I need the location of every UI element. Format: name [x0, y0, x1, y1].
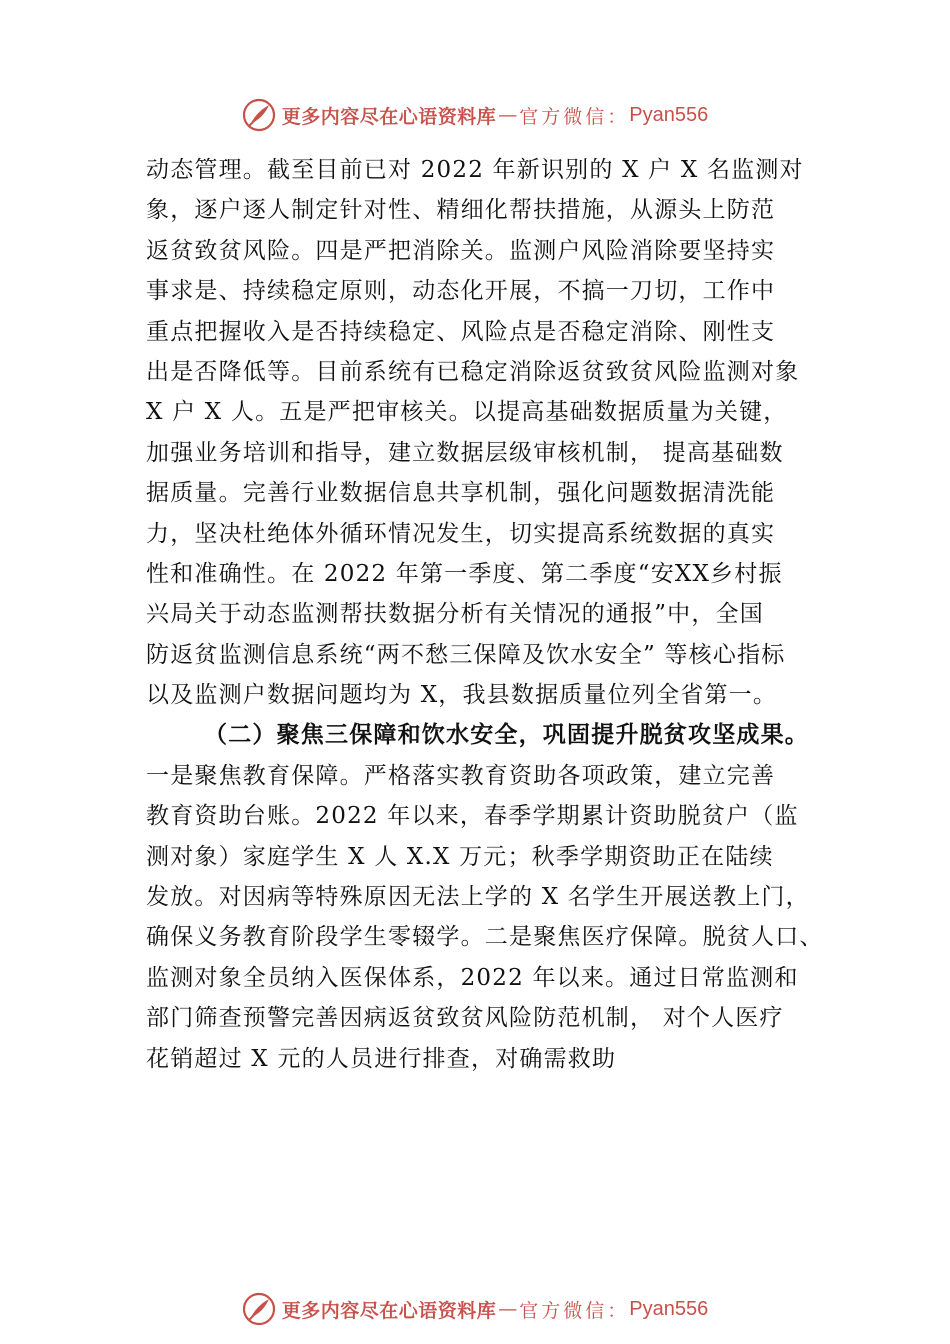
body-line: 发放。对因病等特殊原因无法上学的 X 名学生开展送教上门，: [146, 884, 810, 911]
watermark-prefix: 更多内容尽在心语资料库: [281, 105, 497, 128]
body-line: 重点把握收入是否持续稳定、风险点是否稳定消除、刚性支: [146, 318, 776, 345]
body-line: 性和准确性。在 2022 年第一季度、第二季度“安XX乡村振: [146, 560, 783, 587]
body-line: 防返贫监测信息系统“两不愁三保障及饮水安全” 等核心指标: [146, 641, 786, 668]
body-line: 象，逐户逐人制定针对性、精细化帮扶措施，从源头上防范: [146, 197, 776, 224]
body-line: 力，坚决杜绝体外循环情况发生，切实提高系统数据的真实: [146, 520, 776, 547]
body-line: 兴局关于动态监测帮扶数据分析有关情况的通报”中，全国: [146, 601, 764, 628]
watermark-wechat-label: 官方微信：: [519, 105, 630, 128]
body-line: 确保义务教育阶段学生零辍学。二是聚焦医疗保障。脱贫人口、: [146, 924, 824, 951]
body-line: 事求是、持续稳定原则，动态化开展，不搞一刀切，工作中: [146, 278, 776, 305]
body-line: 一是聚焦教育保障。严格落实教育资助各项政策，建立完善: [146, 762, 776, 789]
body-line: 加强业务培训和指导，建立数据层级审核机制， 提高基础数: [146, 439, 784, 466]
body-line: 部门筛查预警完善因病返贫致贫风险防范机制， 对个人医疗: [146, 1005, 784, 1032]
quill-logo-icon: [242, 98, 276, 132]
body-line: 测对象）家庭学生 X 人 X.X 万元；秋季学期资助正在陆续: [146, 843, 774, 870]
body-line: X 户 X 人。五是严把审核关。以提高基础数据质量为关键，: [146, 399, 788, 426]
body-line: 花销超过 X 元的人员进行排查，对确需救助: [146, 1045, 617, 1072]
body-line: 以及监测户数据问题均为 X，我县数据质量位列全省第一。: [146, 682, 778, 709]
watermark-wechat-id: Pyan556: [629, 1297, 709, 1320]
body-line: 返贫致贫风险。四是严把消除关。监测户风险消除要坚持实: [146, 237, 776, 264]
watermark-wechat-label: 官方微信：: [519, 1299, 630, 1322]
body-line: 监测对象全员纳入医保体系，2022 年以来。通过日常监测和: [146, 964, 799, 991]
body-line: 出是否降低等。目前系统有已稳定消除返贫致贫风险监测对象: [146, 358, 800, 385]
header-watermark: [0, 95, 950, 135]
document-body: [146, 150, 836, 1079]
section-heading: （二）聚焦三保障和饮水安全，巩固提升脱贫攻坚成果。: [204, 721, 809, 749]
body-line: 据质量。完善行业数据信息共享机制，强化问题数据清洗能: [146, 480, 776, 507]
quill-logo-icon: [242, 1292, 276, 1326]
watermark-wechat-id: Pyan556: [629, 103, 709, 126]
body-line: 教育资助台账。2022 年以来，春季学期累计资助脱贫户（监: [146, 803, 799, 830]
watermark-prefix: 更多内容尽在心语资料库: [281, 1299, 497, 1322]
watermark-separator: —: [498, 1298, 518, 1320]
watermark-separator: —: [498, 104, 518, 126]
footer-watermark: [0, 1289, 950, 1329]
body-line: 动态管理。截至目前已对 2022 年新识别的 X 户 X 名监测对: [146, 157, 804, 183]
